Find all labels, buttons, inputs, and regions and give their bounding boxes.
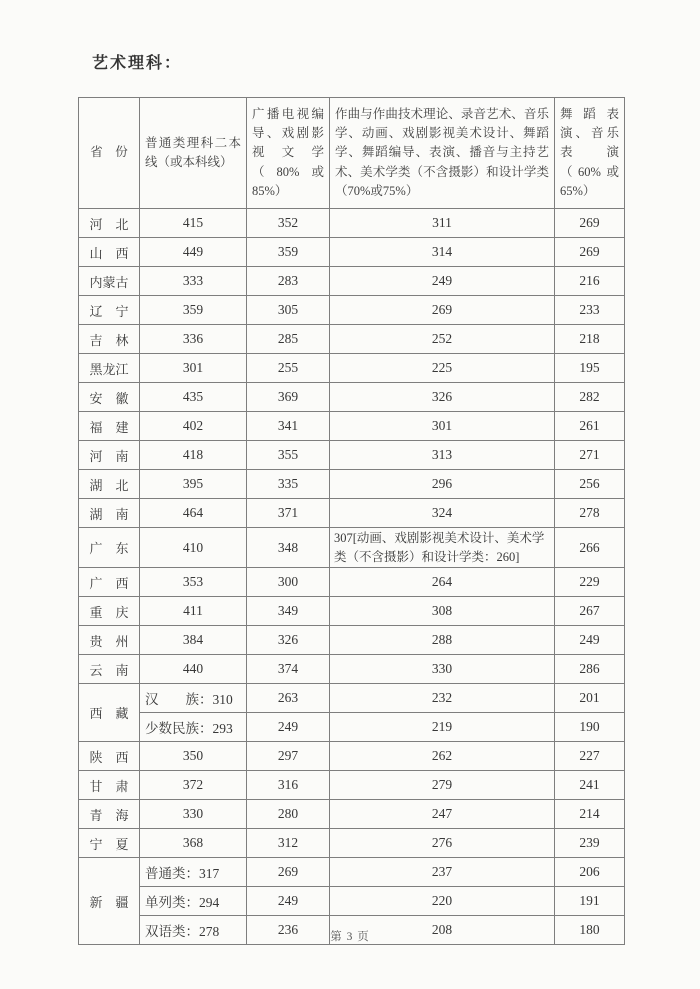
score-cell: 464 bbox=[140, 499, 247, 528]
score-cell: 418 bbox=[140, 441, 247, 470]
province-cell: 内蒙古 bbox=[79, 267, 140, 296]
score-cell: 395 bbox=[140, 470, 247, 499]
province-cell: 辽 宁 bbox=[79, 296, 140, 325]
score-cell: 301 bbox=[140, 354, 247, 383]
province-cell: 福 建 bbox=[79, 412, 140, 441]
page-number: 第 3 页 bbox=[330, 931, 370, 943]
page-title: 艺术理科： bbox=[92, 55, 183, 72]
score-cell: 316 bbox=[247, 771, 330, 800]
score-cell: 369 bbox=[247, 383, 330, 412]
score-cell: 410 bbox=[140, 528, 247, 568]
table-row bbox=[79, 800, 625, 829]
score-cell: 307[动画、戏剧影视美术设计、美术学类（不含摄影）和设计学类：260] bbox=[330, 528, 555, 568]
score-cell: 少数民族：293 bbox=[140, 713, 247, 742]
score-cell: 201 bbox=[555, 684, 625, 713]
score-cell: 348 bbox=[247, 528, 330, 568]
score-cell: 233 bbox=[555, 296, 625, 325]
province-cell: 河 北 bbox=[79, 209, 140, 238]
score-cell: 236 bbox=[247, 916, 330, 945]
score-cell: 301 bbox=[330, 412, 555, 441]
province-cell: 青 海 bbox=[79, 800, 140, 829]
score-cell: 206 bbox=[555, 858, 625, 887]
table-row bbox=[79, 238, 625, 267]
table-row bbox=[79, 626, 625, 655]
score-cell: 225 bbox=[330, 354, 555, 383]
score-cell: 218 bbox=[555, 325, 625, 354]
score-cell: 296 bbox=[330, 470, 555, 499]
table-header-row bbox=[79, 98, 625, 209]
score-cell: 269 bbox=[555, 209, 625, 238]
score-cell: 216 bbox=[555, 267, 625, 296]
score-cell: 255 bbox=[247, 354, 330, 383]
table-row bbox=[79, 267, 625, 296]
score-cell: 247 bbox=[330, 800, 555, 829]
table-row bbox=[79, 713, 625, 742]
score-cell: 269 bbox=[330, 296, 555, 325]
score-cell: 371 bbox=[247, 499, 330, 528]
table-row bbox=[79, 412, 625, 441]
score-cell: 341 bbox=[247, 412, 330, 441]
score-cell: 350 bbox=[140, 742, 247, 771]
province-cell: 贵 州 bbox=[79, 626, 140, 655]
table-row bbox=[79, 209, 625, 238]
score-cell: 415 bbox=[140, 209, 247, 238]
header-broadcast-tv: 广播电视编导、戏剧影视文学（80%或85%） bbox=[247, 98, 330, 209]
province-cell: 湖 南 bbox=[79, 499, 140, 528]
score-cell: 308 bbox=[330, 597, 555, 626]
score-cell: 288 bbox=[330, 626, 555, 655]
score-cell: 249 bbox=[247, 713, 330, 742]
table-row bbox=[79, 887, 625, 916]
score-cell: 374 bbox=[247, 655, 330, 684]
province-cell: 重 庆 bbox=[79, 597, 140, 626]
score-cell: 353 bbox=[140, 568, 247, 597]
table-row bbox=[79, 829, 625, 858]
score-cell: 286 bbox=[555, 655, 625, 684]
table-row bbox=[79, 684, 625, 713]
score-cell: 440 bbox=[140, 655, 247, 684]
province-cell: 陕 西 bbox=[79, 742, 140, 771]
score-cell: 241 bbox=[555, 771, 625, 800]
score-cell: 237 bbox=[330, 858, 555, 887]
province-cell: 山 西 bbox=[79, 238, 140, 267]
score-cell: 219 bbox=[330, 713, 555, 742]
province-cell: 安 徽 bbox=[79, 383, 140, 412]
score-cell: 305 bbox=[247, 296, 330, 325]
score-cell: 278 bbox=[555, 499, 625, 528]
table-row bbox=[79, 568, 625, 597]
score-cell: 300 bbox=[247, 568, 330, 597]
table-row bbox=[79, 499, 625, 528]
score-cell: 297 bbox=[247, 742, 330, 771]
score-cell: 249 bbox=[555, 626, 625, 655]
province-cell: 河 南 bbox=[79, 441, 140, 470]
score-cell: 335 bbox=[247, 470, 330, 499]
table-row bbox=[79, 528, 625, 568]
score-cell: 352 bbox=[247, 209, 330, 238]
header-second-tier-line: 普通类理科二本线（或本科线） bbox=[140, 98, 247, 209]
score-cell: 214 bbox=[555, 800, 625, 829]
score-cell: 263 bbox=[247, 684, 330, 713]
table-row bbox=[79, 470, 625, 499]
score-cell: 266 bbox=[555, 528, 625, 568]
province-cell: 广 西 bbox=[79, 568, 140, 597]
province-cell: 云 南 bbox=[79, 655, 140, 684]
score-cell: 312 bbox=[247, 829, 330, 858]
score-cell: 190 bbox=[555, 713, 625, 742]
score-cell: 359 bbox=[140, 296, 247, 325]
province-cell: 湖 北 bbox=[79, 470, 140, 499]
score-cell: 271 bbox=[555, 441, 625, 470]
score-cell: 372 bbox=[140, 771, 247, 800]
score-cell: 435 bbox=[140, 383, 247, 412]
table-row bbox=[79, 597, 625, 626]
score-cell: 326 bbox=[330, 383, 555, 412]
province-cell: 西 藏 bbox=[79, 684, 140, 742]
score-cell: 261 bbox=[555, 412, 625, 441]
score-cell: 280 bbox=[247, 800, 330, 829]
score-cell: 333 bbox=[140, 267, 247, 296]
score-cell: 279 bbox=[330, 771, 555, 800]
score-cell: 326 bbox=[247, 626, 330, 655]
score-cell: 349 bbox=[247, 597, 330, 626]
score-cell: 359 bbox=[247, 238, 330, 267]
score-cell: 311 bbox=[330, 209, 555, 238]
table-row bbox=[79, 771, 625, 800]
province-cell: 宁 夏 bbox=[79, 829, 140, 858]
province-cell: 吉 林 bbox=[79, 325, 140, 354]
table-row bbox=[79, 742, 625, 771]
score-cell: 262 bbox=[330, 742, 555, 771]
score-cell: 355 bbox=[247, 441, 330, 470]
score-cell: 227 bbox=[555, 742, 625, 771]
score-cell: 191 bbox=[555, 887, 625, 916]
header-composition-group: 作曲与作曲技术理论、录音艺术、音乐学、动画、戏剧影视美术设计、舞蹈学、舞蹈编导、表演、播音与主持艺术、美术学类（不含摄影）和设计学类（70%或75%） bbox=[330, 98, 555, 209]
score-cell: 411 bbox=[140, 597, 247, 626]
score-cell: 汉 族：310 bbox=[140, 684, 247, 713]
table-row bbox=[79, 655, 625, 684]
province-cell: 黑龙江 bbox=[79, 354, 140, 383]
table-body bbox=[79, 209, 625, 945]
score-cell: 普通类：317 bbox=[140, 858, 247, 887]
score-cell: 330 bbox=[330, 655, 555, 684]
score-cell: 384 bbox=[140, 626, 247, 655]
score-cell: 402 bbox=[140, 412, 247, 441]
score-cell: 314 bbox=[330, 238, 555, 267]
score-cell: 368 bbox=[140, 829, 247, 858]
score-cell: 449 bbox=[140, 238, 247, 267]
score-cell: 232 bbox=[330, 684, 555, 713]
score-cell: 324 bbox=[330, 499, 555, 528]
table-row bbox=[79, 383, 625, 412]
score-cell: 195 bbox=[555, 354, 625, 383]
score-cell: 249 bbox=[330, 267, 555, 296]
scores-table bbox=[78, 97, 625, 945]
province-cell: 新 疆 bbox=[79, 858, 140, 945]
score-cell: 208 bbox=[330, 916, 555, 945]
table-row bbox=[79, 858, 625, 887]
score-cell: 283 bbox=[247, 267, 330, 296]
score-cell: 269 bbox=[247, 858, 330, 887]
score-cell: 180 bbox=[555, 916, 625, 945]
score-cell: 264 bbox=[330, 568, 555, 597]
score-cell: 229 bbox=[555, 568, 625, 597]
score-cell: 282 bbox=[555, 383, 625, 412]
table-row bbox=[79, 325, 625, 354]
province-cell: 广 东 bbox=[79, 528, 140, 568]
score-cell: 285 bbox=[247, 325, 330, 354]
score-cell: 249 bbox=[247, 887, 330, 916]
score-cell: 双语类：278 bbox=[140, 916, 247, 945]
score-cell: 269 bbox=[555, 238, 625, 267]
header-dance-music: 舞蹈表演、音乐表演（60%或65%） bbox=[555, 98, 625, 209]
score-cell: 267 bbox=[555, 597, 625, 626]
province-cell: 甘 肃 bbox=[79, 771, 140, 800]
score-cell: 336 bbox=[140, 325, 247, 354]
table-row bbox=[79, 296, 625, 325]
score-cell: 276 bbox=[330, 829, 555, 858]
table-row bbox=[79, 354, 625, 383]
score-cell: 单列类：294 bbox=[140, 887, 247, 916]
score-cell: 256 bbox=[555, 470, 625, 499]
score-cell: 239 bbox=[555, 829, 625, 858]
score-cell: 220 bbox=[330, 887, 555, 916]
score-cell: 252 bbox=[330, 325, 555, 354]
header-province: 省 份 bbox=[79, 98, 140, 209]
score-cell: 330 bbox=[140, 800, 247, 829]
score-cell: 313 bbox=[330, 441, 555, 470]
table-row bbox=[79, 441, 625, 470]
